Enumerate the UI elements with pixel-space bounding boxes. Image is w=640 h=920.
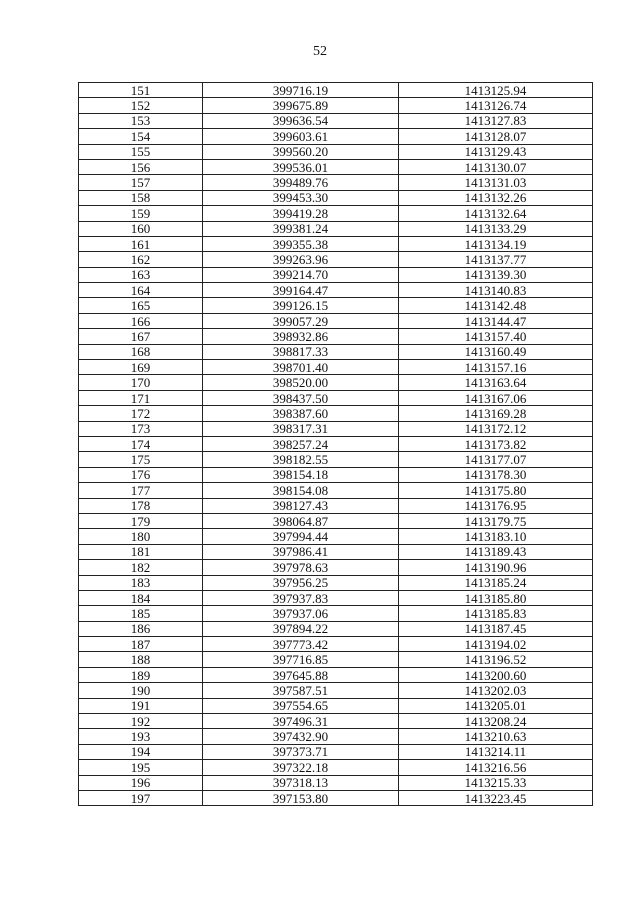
table-row	[79, 406, 593, 421]
x-coordinate-cell: 399419.28	[203, 206, 399, 221]
table-row	[79, 267, 593, 282]
x-coordinate-cell: 398064.87	[203, 513, 399, 528]
table-row	[79, 190, 593, 205]
x-coordinate-cell: 399636.54	[203, 113, 399, 128]
x-coordinate-cell: 397432.90	[203, 729, 399, 744]
x-coordinate-cell: 398932.86	[203, 329, 399, 344]
point-number-cell: 181	[79, 544, 203, 559]
table-row	[79, 760, 593, 775]
table-row	[79, 621, 593, 636]
y-coordinate-cell: 1413208.24	[399, 714, 593, 729]
x-coordinate-cell: 398817.33	[203, 344, 399, 359]
x-coordinate-cell: 397153.80	[203, 790, 399, 805]
point-number-cell: 194	[79, 744, 203, 759]
y-coordinate-cell: 1413157.16	[399, 360, 593, 375]
table-row	[79, 421, 593, 436]
point-number-cell: 188	[79, 652, 203, 667]
point-number-cell: 183	[79, 575, 203, 590]
table-row	[79, 698, 593, 713]
table-row	[79, 298, 593, 313]
point-number-cell: 159	[79, 206, 203, 221]
point-number-cell: 187	[79, 637, 203, 652]
x-coordinate-cell: 398127.43	[203, 498, 399, 513]
table-row	[79, 560, 593, 575]
x-coordinate-cell: 397322.18	[203, 760, 399, 775]
point-number-cell: 182	[79, 560, 203, 575]
table-row	[79, 313, 593, 328]
point-number-cell: 197	[79, 790, 203, 805]
point-number-cell: 178	[79, 498, 203, 513]
y-coordinate-cell: 1413178.30	[399, 467, 593, 482]
y-coordinate-cell: 1413129.43	[399, 144, 593, 159]
y-coordinate-cell: 1413187.45	[399, 621, 593, 636]
point-number-cell: 163	[79, 267, 203, 282]
y-coordinate-cell: 1413190.96	[399, 560, 593, 575]
y-coordinate-cell: 1413185.83	[399, 606, 593, 621]
table-row	[79, 683, 593, 698]
table-row	[79, 221, 593, 236]
x-coordinate-cell: 399057.29	[203, 313, 399, 328]
point-number-cell: 158	[79, 190, 203, 205]
point-number-cell: 191	[79, 698, 203, 713]
point-number-cell: 156	[79, 159, 203, 174]
table-row	[79, 360, 593, 375]
point-number-cell: 175	[79, 452, 203, 467]
y-coordinate-cell: 1413183.10	[399, 529, 593, 544]
point-number-cell: 184	[79, 590, 203, 605]
table-row	[79, 329, 593, 344]
point-number-cell: 172	[79, 406, 203, 421]
x-coordinate-cell: 397554.65	[203, 698, 399, 713]
table-row	[79, 236, 593, 251]
y-coordinate-cell: 1413200.60	[399, 667, 593, 682]
table-row	[79, 436, 593, 451]
y-coordinate-cell: 1413202.03	[399, 683, 593, 698]
table-row	[79, 652, 593, 667]
x-coordinate-cell: 399603.61	[203, 129, 399, 144]
table-row	[79, 175, 593, 190]
x-coordinate-cell: 399126.15	[203, 298, 399, 313]
y-coordinate-cell: 1413216.56	[399, 760, 593, 775]
table-row	[79, 498, 593, 513]
point-number-cell: 167	[79, 329, 203, 344]
table-row	[79, 252, 593, 267]
point-number-cell: 166	[79, 313, 203, 328]
x-coordinate-cell: 399263.96	[203, 252, 399, 267]
table-row	[79, 159, 593, 174]
y-coordinate-cell: 1413139.30	[399, 267, 593, 282]
table-row	[79, 790, 593, 805]
point-number-cell: 165	[79, 298, 203, 313]
y-coordinate-cell: 1413127.83	[399, 113, 593, 128]
point-number-cell: 161	[79, 236, 203, 251]
y-coordinate-cell: 1413172.12	[399, 421, 593, 436]
y-coordinate-cell: 1413185.24	[399, 575, 593, 590]
x-coordinate-cell: 397716.85	[203, 652, 399, 667]
y-coordinate-cell: 1413176.95	[399, 498, 593, 513]
point-number-cell: 168	[79, 344, 203, 359]
point-number-cell: 171	[79, 390, 203, 405]
y-coordinate-cell: 1413196.52	[399, 652, 593, 667]
x-coordinate-cell: 399453.30	[203, 190, 399, 205]
x-coordinate-cell: 399675.89	[203, 98, 399, 113]
coordinates-table-body	[79, 83, 593, 806]
point-number-cell: 189	[79, 667, 203, 682]
table-row	[79, 544, 593, 559]
point-number-cell: 176	[79, 467, 203, 482]
point-number-cell: 185	[79, 606, 203, 621]
point-number-cell: 153	[79, 113, 203, 128]
x-coordinate-cell: 397994.44	[203, 529, 399, 544]
table-row	[79, 206, 593, 221]
y-coordinate-cell: 1413185.80	[399, 590, 593, 605]
x-coordinate-cell: 398154.08	[203, 483, 399, 498]
x-coordinate-cell: 397496.31	[203, 714, 399, 729]
y-coordinate-cell: 1413132.26	[399, 190, 593, 205]
point-number-cell: 160	[79, 221, 203, 236]
table-row	[79, 144, 593, 159]
x-coordinate-cell: 397645.88	[203, 667, 399, 682]
point-number-cell: 195	[79, 760, 203, 775]
table-row	[79, 714, 593, 729]
y-coordinate-cell: 1413215.33	[399, 775, 593, 790]
x-coordinate-cell: 397318.13	[203, 775, 399, 790]
point-number-cell: 151	[79, 83, 203, 98]
y-coordinate-cell: 1413175.80	[399, 483, 593, 498]
y-coordinate-cell: 1413194.02	[399, 637, 593, 652]
x-coordinate-cell: 397986.41	[203, 544, 399, 559]
y-coordinate-cell: 1413179.75	[399, 513, 593, 528]
x-coordinate-cell: 397937.83	[203, 590, 399, 605]
x-coordinate-cell: 397937.06	[203, 606, 399, 621]
y-coordinate-cell: 1413167.06	[399, 390, 593, 405]
y-coordinate-cell: 1413205.01	[399, 698, 593, 713]
table-row	[79, 283, 593, 298]
y-coordinate-cell: 1413210.63	[399, 729, 593, 744]
y-coordinate-cell: 1413169.28	[399, 406, 593, 421]
point-number-cell: 186	[79, 621, 203, 636]
point-number-cell: 190	[79, 683, 203, 698]
y-coordinate-cell: 1413160.49	[399, 344, 593, 359]
table-row	[79, 452, 593, 467]
y-coordinate-cell: 1413177.07	[399, 452, 593, 467]
point-number-cell: 152	[79, 98, 203, 113]
table-row	[79, 113, 593, 128]
point-number-cell: 162	[79, 252, 203, 267]
y-coordinate-cell: 1413173.82	[399, 436, 593, 451]
point-number-cell: 177	[79, 483, 203, 498]
point-number-cell: 157	[79, 175, 203, 190]
point-number-cell: 169	[79, 360, 203, 375]
table-row	[79, 390, 593, 405]
y-coordinate-cell: 1413132.64	[399, 206, 593, 221]
y-coordinate-cell: 1413157.40	[399, 329, 593, 344]
y-coordinate-cell: 1413163.64	[399, 375, 593, 390]
x-coordinate-cell: 399536.01	[203, 159, 399, 174]
table-row	[79, 344, 593, 359]
point-number-cell: 154	[79, 129, 203, 144]
point-number-cell: 196	[79, 775, 203, 790]
x-coordinate-cell: 398154.18	[203, 467, 399, 482]
point-number-cell: 193	[79, 729, 203, 744]
x-coordinate-cell: 398387.60	[203, 406, 399, 421]
y-coordinate-cell: 1413223.45	[399, 790, 593, 805]
table-row	[79, 98, 593, 113]
point-number-cell: 179	[79, 513, 203, 528]
y-coordinate-cell: 1413214.11	[399, 744, 593, 759]
x-coordinate-cell: 397894.22	[203, 621, 399, 636]
x-coordinate-cell: 398437.50	[203, 390, 399, 405]
point-number-cell: 170	[79, 375, 203, 390]
x-coordinate-cell: 397373.71	[203, 744, 399, 759]
x-coordinate-cell: 398257.24	[203, 436, 399, 451]
table-row	[79, 590, 593, 605]
x-coordinate-cell: 398701.40	[203, 360, 399, 375]
x-coordinate-cell: 399716.19	[203, 83, 399, 98]
table-row	[79, 775, 593, 790]
point-number-cell: 173	[79, 421, 203, 436]
x-coordinate-cell: 399355.38	[203, 236, 399, 251]
table-row	[79, 529, 593, 544]
x-coordinate-cell: 398520.00	[203, 375, 399, 390]
x-coordinate-cell: 397978.63	[203, 560, 399, 575]
y-coordinate-cell: 1413142.48	[399, 298, 593, 313]
y-coordinate-cell: 1413130.07	[399, 159, 593, 174]
x-coordinate-cell: 399560.20	[203, 144, 399, 159]
x-coordinate-cell: 397773.42	[203, 637, 399, 652]
y-coordinate-cell: 1413140.83	[399, 283, 593, 298]
table-row	[79, 637, 593, 652]
y-coordinate-cell: 1413128.07	[399, 129, 593, 144]
table-row	[79, 575, 593, 590]
y-coordinate-cell: 1413126.74	[399, 98, 593, 113]
x-coordinate-cell: 399489.76	[203, 175, 399, 190]
table-row	[79, 513, 593, 528]
y-coordinate-cell: 1413144.47	[399, 313, 593, 328]
point-number-cell: 180	[79, 529, 203, 544]
x-coordinate-cell: 397956.25	[203, 575, 399, 590]
x-coordinate-cell: 399214.70	[203, 267, 399, 282]
point-number-cell: 164	[79, 283, 203, 298]
x-coordinate-cell: 398317.31	[203, 421, 399, 436]
y-coordinate-cell: 1413134.19	[399, 236, 593, 251]
table-row	[79, 83, 593, 98]
page-number: 52	[313, 44, 327, 59]
table-row	[79, 729, 593, 744]
table-row	[79, 467, 593, 482]
x-coordinate-cell: 397587.51	[203, 683, 399, 698]
table-row	[79, 744, 593, 759]
point-number-cell: 192	[79, 714, 203, 729]
table-row	[79, 483, 593, 498]
y-coordinate-cell: 1413137.77	[399, 252, 593, 267]
point-number-cell: 155	[79, 144, 203, 159]
x-coordinate-cell: 399164.47	[203, 283, 399, 298]
table-row	[79, 667, 593, 682]
point-number-cell: 174	[79, 436, 203, 451]
x-coordinate-cell: 399381.24	[203, 221, 399, 236]
y-coordinate-cell: 1413189.43	[399, 544, 593, 559]
table-row	[79, 375, 593, 390]
table-row	[79, 606, 593, 621]
x-coordinate-cell: 398182.55	[203, 452, 399, 467]
y-coordinate-cell: 1413131.03	[399, 175, 593, 190]
coordinates-table	[78, 82, 593, 806]
table-row	[79, 129, 593, 144]
y-coordinate-cell: 1413125.94	[399, 83, 593, 98]
y-coordinate-cell: 1413133.29	[399, 221, 593, 236]
